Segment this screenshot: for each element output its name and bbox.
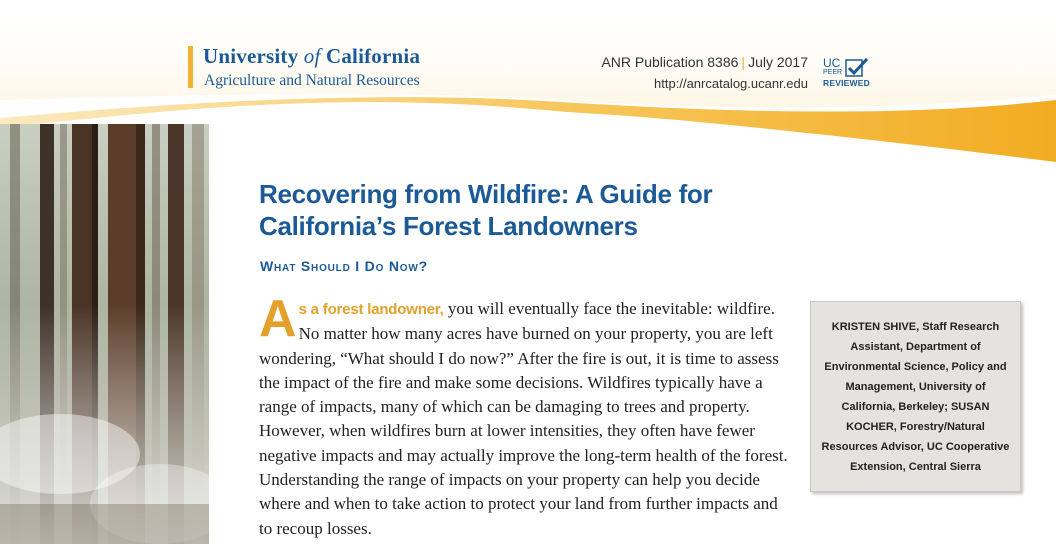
publication-date: July 2017 xyxy=(748,54,808,70)
uc-name-part: California xyxy=(320,44,421,68)
lead-in: s a forest landowner, xyxy=(298,301,444,318)
publication-info xyxy=(601,54,808,70)
peer-reviewed-badge xyxy=(823,58,879,90)
title-line: California’s Forest Landowners xyxy=(259,211,638,241)
logo-accent-bar xyxy=(188,46,193,88)
title-line: Recovering from Wildfire: A Guide for xyxy=(259,179,713,209)
article-subtitle: What Should I Do Now? xyxy=(260,258,428,274)
catalog-url-link[interactable]: http://anrcatalog.ucanr.edu xyxy=(654,76,808,91)
uc-name-part: University xyxy=(203,44,304,68)
uc-name-of: of xyxy=(303,44,321,68)
body-paragraph xyxy=(259,290,791,541)
uc-logo-name[interactable] xyxy=(203,44,420,69)
forest-fire-photo xyxy=(0,124,209,544)
body-text: you will eventually face the inevitable: wildfire. No matter how many acres have burned on your property, you are left wondering, “What should I do now?” After the fire is out, it is time to assess the impact of the fire and make some decisions. Wildfires typically have a range of impacts, many of which can be damaging to trees and property. However, when wildfires burn at lower intensities, they often have fewer negative impacts and may actually improve the long-term health of the forest. Understanding the range of impacts on your property can help you decide where and when to take action to protect your land from further impacts and to recoup losses. xyxy=(259,299,788,538)
drop-cap: A xyxy=(259,290,297,348)
badge-reviewed: REVIEWED xyxy=(823,78,870,88)
author-credits: KRISTEN SHIVE, Staff Research Assistant, Department of Environmental Science, Policy and Management, University of California, Berkeley; SUSAN KOCHER, Forestry/Natural Resources Advisor, UC Cooperative Extension, Central Sierra xyxy=(821,321,1010,473)
badge-uc: UC xyxy=(823,56,841,70)
separator: | xyxy=(741,54,746,70)
division-name: Agriculture and Natural Resources xyxy=(204,72,420,89)
article-title xyxy=(259,178,819,242)
author-box xyxy=(810,301,1021,492)
badge-peer: PEER xyxy=(823,69,843,76)
publication-number: ANR Publication 8386 xyxy=(601,54,739,70)
checkmark-icon xyxy=(845,58,869,80)
